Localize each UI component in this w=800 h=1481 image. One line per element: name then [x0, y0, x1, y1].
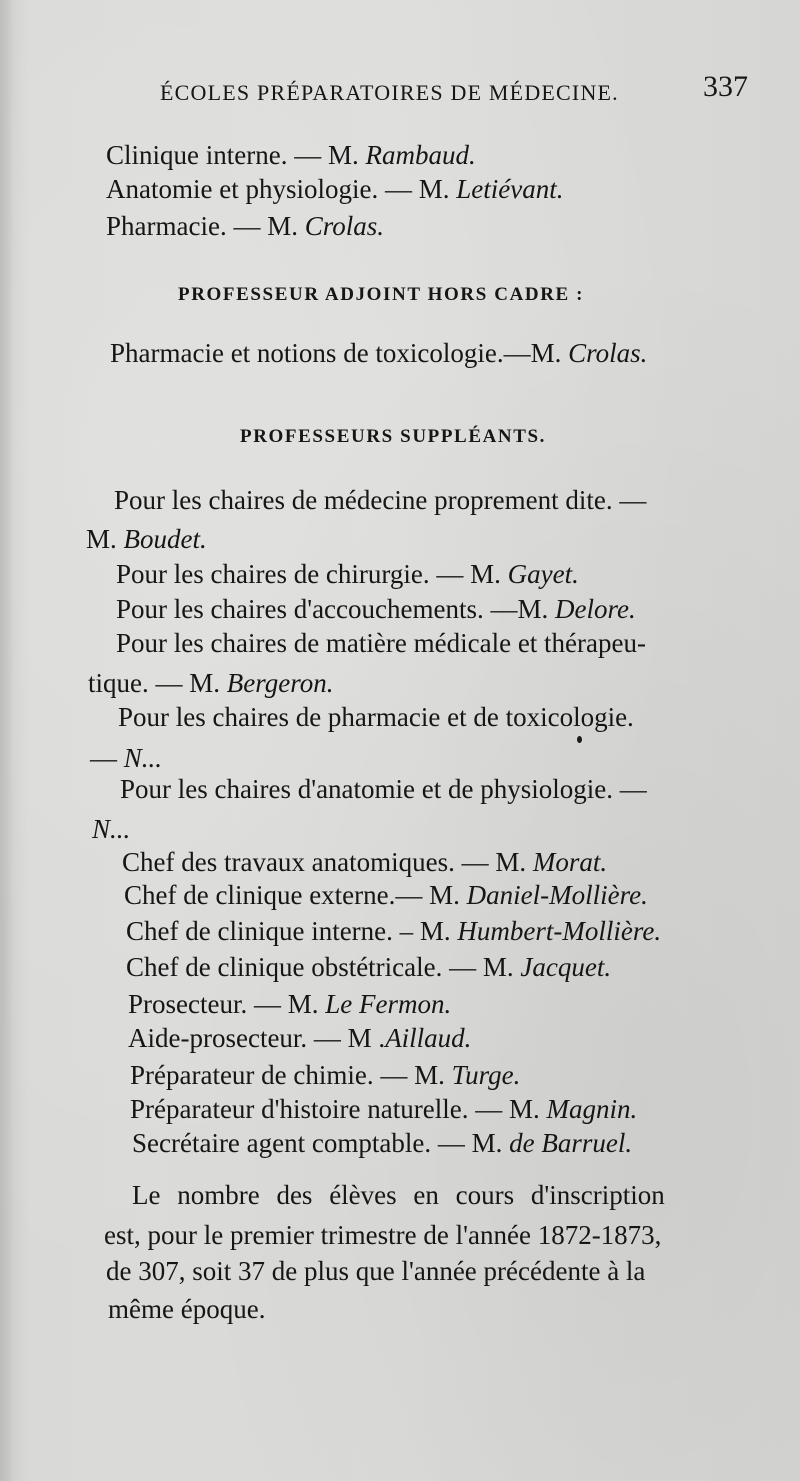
line-chaires-chirurgie: Pour les chaires de chirurgie. — M. Gayet. — [116, 559, 579, 589]
line-chaires-medecine: Pour les chaires de médecine proprement dite. — — [114, 485, 647, 515]
paragraph-line-3: de 307, soit 37 de plus que l'année précédente à la — [106, 1256, 646, 1286]
page-number: 337 — [703, 70, 748, 103]
line-chef-travaux: Chef des travaux anatomiques. — M. Morat. — [122, 847, 608, 877]
section-heading-suppleants: PROFESSEURS SUPPLÉANTS. — [240, 426, 547, 447]
line-boudet: M. Boudet. — [86, 524, 207, 554]
line-chaires-matiere-medicale: Pour les chaires de matière médicale et thérapeu- — [116, 628, 646, 658]
line-chaires-anatomie: Pour les chaires d'anatomie et de physiologie. — — [120, 774, 647, 804]
section-heading-adjoint: PROFESSEUR ADJOINT HORS CADRE : — [178, 284, 585, 305]
header-title: ÉCOLES PRÉPARATOIRES DE MÉDECINE. — [160, 80, 619, 105]
line-secretaire: Secrétaire agent comptable. — M. de Barruel. — [132, 1128, 633, 1158]
line-pharmacie-vacant: — N... — [90, 743, 163, 773]
line-preparateur-chimie: Préparateur de chimie. — M. Turge. — [130, 1060, 521, 1090]
line-chaires-accouchements: Pour les chaires d'accouchements. —M. Delore. — [116, 594, 636, 624]
line-chef-clinique-obstetricale: Chef de clinique obstétricale. — M. Jacquet. — [126, 952, 612, 982]
paragraph-line-1: Le nombre des élèves en cours d'inscription — [132, 1180, 665, 1210]
line-anatomie-vacant: N... — [92, 814, 131, 844]
paragraph-line-4: même époque. — [108, 1294, 266, 1324]
line-prosecteur: Prosecteur. — M. Le Fermon. — [128, 989, 452, 1019]
ink-speck — [577, 736, 582, 743]
line-bergeron: tique. — M. Bergeron. — [88, 668, 334, 698]
line-chef-clinique-interne: Chef de clinique interne. – M. Humbert-Mollière. — [126, 916, 662, 946]
paragraph-line-2: est, pour le premier trimestre de l'année 1872-1873, — [104, 1220, 662, 1250]
running-header — [160, 72, 760, 112]
line-pharmacie-toxicologie: Pharmacie et notions de toxicologie.—M. Crolas. — [110, 338, 648, 368]
line-pharmacie: Pharmacie. — M. Crolas. — [106, 211, 384, 241]
line-preparateur-histoire: Préparateur d'histoire naturelle. — M. Magnin. — [130, 1094, 638, 1124]
line-clinique-interne: Clinique interne. — M. Rambaud. — [106, 140, 476, 170]
line-chaires-pharmacie: Pour les chaires de pharmacie et de toxicologie. — [118, 702, 634, 732]
page-edge-shadow — [0, 0, 14, 1481]
line-aide-prosecteur: Aide-prosecteur. — M .Aillaud. — [128, 1023, 472, 1053]
line-anatomie-physiologie: Anatomie et physiologie. — M. Letiévant. — [106, 174, 564, 204]
line-chef-clinique-externe: Chef de clinique externe.— M. Daniel-Mollière. — [124, 880, 648, 910]
